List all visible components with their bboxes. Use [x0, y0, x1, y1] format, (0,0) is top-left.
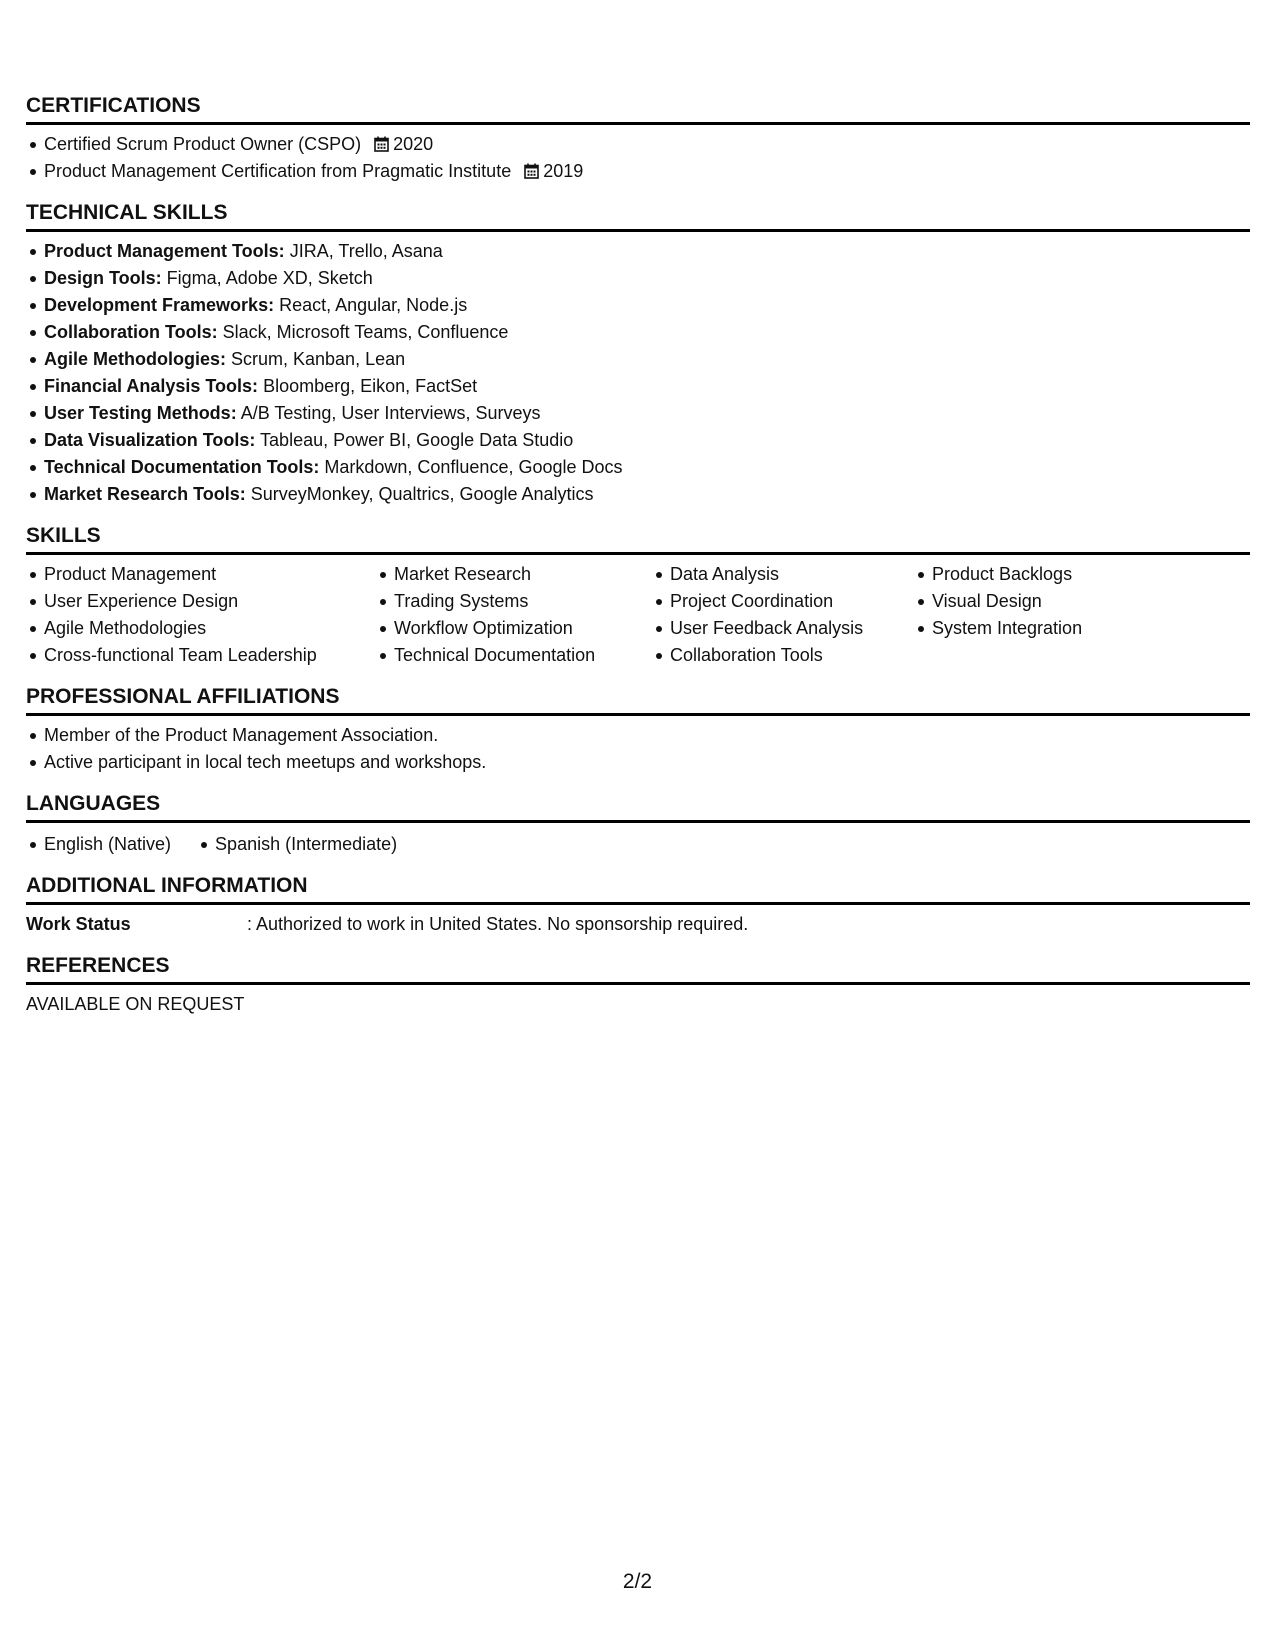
languages-list	[26, 831, 1250, 858]
skill-item: Workflow Optimization	[394, 615, 652, 642]
technical-skill-item	[44, 373, 1250, 400]
work-status-row	[26, 911, 1250, 938]
affiliations-heading: PROFESSIONAL AFFILIATIONS	[26, 685, 1250, 716]
technical-skill-value: Markdown, Confluence, Google Docs	[319, 457, 623, 477]
skill-item: Technical Documentation	[394, 642, 652, 669]
technical-skill-item	[44, 238, 1250, 265]
language-item: Spanish (Intermediate)	[215, 831, 397, 858]
technical-skill-item	[44, 292, 1250, 319]
skill-item: Collaboration Tools	[670, 642, 914, 669]
calendar-icon	[374, 136, 389, 152]
skills-column	[652, 561, 914, 669]
skill-item: Product Management	[44, 561, 376, 588]
skill-item: Market Research	[394, 561, 652, 588]
skills-column	[26, 561, 376, 669]
technical-skill-item	[44, 427, 1250, 454]
references-section	[26, 954, 1250, 1018]
skill-item: Project Coordination	[670, 588, 914, 615]
affiliation-item: Active participant in local tech meetups and workshops.	[44, 749, 1250, 776]
skills-section	[26, 524, 1250, 669]
skill-item: Trading Systems	[394, 588, 652, 615]
technical-skill-item	[44, 265, 1250, 292]
page-number: 2/2	[622, 1570, 653, 1593]
skill-item: User Feedback Analysis	[670, 615, 914, 642]
skill-item: Agile Methodologies	[44, 615, 376, 642]
certification-name: Certified Scrum Product Owner (CSPO)	[44, 134, 362, 154]
skills-heading: SKILLS	[26, 524, 1250, 555]
technical-skill-label: Financial Analysis Tools:	[44, 376, 259, 396]
skill-item: Data Analysis	[670, 561, 914, 588]
technical-skill-value: Slack, Microsoft Teams, Confluence	[217, 322, 509, 342]
technical-skills-list	[26, 238, 1250, 508]
language-item: English (Native)	[44, 831, 171, 858]
technical-skills-heading: TECHNICAL SKILLS	[26, 201, 1250, 232]
skills-column	[376, 561, 652, 669]
technical-skill-value: React, Angular, Node.js	[274, 295, 468, 315]
certification-name: Product Management Certification from Pragmatic Institute	[44, 161, 512, 181]
technical-skill-item	[44, 346, 1250, 373]
technical-skill-item	[44, 319, 1250, 346]
calendar-icon	[524, 163, 539, 179]
technical-skills-section	[26, 201, 1250, 508]
additional-info-heading: ADDITIONAL INFORMATION	[26, 874, 1250, 905]
references-heading: REFERENCES	[26, 954, 1250, 985]
technical-skill-label: Product Management Tools:	[44, 241, 285, 261]
certifications-section	[26, 94, 1250, 185]
technical-skill-value: Bloomberg, Eikon, FactSet	[258, 376, 478, 396]
technical-skill-label: Agile Methodologies:	[44, 349, 226, 369]
affiliation-item: Member of the Product Management Association.	[44, 722, 1250, 749]
resume-page	[26, 94, 1250, 1018]
technical-skill-item	[44, 400, 1250, 427]
certifications-heading: CERTIFICATIONS	[26, 94, 1250, 125]
technical-skill-label: Development Frameworks:	[44, 295, 275, 315]
technical-skill-label: User Testing Methods:	[44, 403, 237, 423]
work-status-label: Work Status	[26, 914, 131, 934]
references-text: AVAILABLE ON REQUEST	[26, 994, 245, 1014]
skills-column	[914, 561, 1192, 669]
technical-skill-item	[44, 481, 1250, 508]
work-status-value: : Authorized to work in United States. No sponsorship required.	[247, 914, 749, 934]
technical-skill-label: Collaboration Tools:	[44, 322, 218, 342]
technical-skill-value: A/B Testing, User Interviews, Surveys	[236, 403, 541, 423]
additional-info-section	[26, 874, 1250, 938]
affiliations-list	[26, 722, 1250, 776]
technical-skill-label: Design Tools:	[44, 268, 162, 288]
skill-item: System Integration	[932, 615, 1192, 642]
skill-item: Product Backlogs	[932, 561, 1192, 588]
technical-skill-value: JIRA, Trello, Asana	[284, 241, 443, 261]
languages-section	[26, 792, 1250, 858]
technical-skill-item	[44, 454, 1250, 481]
affiliations-section	[26, 685, 1250, 776]
skill-item: Cross-functional Team Leadership	[44, 642, 376, 669]
certification-item	[44, 158, 1250, 185]
technical-skill-label: Technical Documentation Tools:	[44, 457, 320, 477]
technical-skill-label: Market Research Tools:	[44, 484, 246, 504]
certification-year: 2019	[543, 161, 584, 181]
skills-grid	[26, 561, 1250, 669]
technical-skill-value: Scrum, Kanban, Lean	[226, 349, 406, 369]
skill-item: User Experience Design	[44, 588, 376, 615]
certifications-list	[26, 131, 1250, 185]
technical-skill-value: Tableau, Power BI, Google Data Studio	[255, 430, 574, 450]
skill-item: Visual Design	[932, 588, 1192, 615]
languages-heading: LANGUAGES	[26, 792, 1250, 823]
technical-skill-label: Data Visualization Tools:	[44, 430, 256, 450]
certification-year: 2020	[393, 134, 434, 154]
technical-skill-value: SurveyMonkey, Qualtrics, Google Analytics	[245, 484, 594, 504]
certification-item	[44, 131, 1250, 158]
technical-skill-value: Figma, Adobe XD, Sketch	[161, 268, 373, 288]
